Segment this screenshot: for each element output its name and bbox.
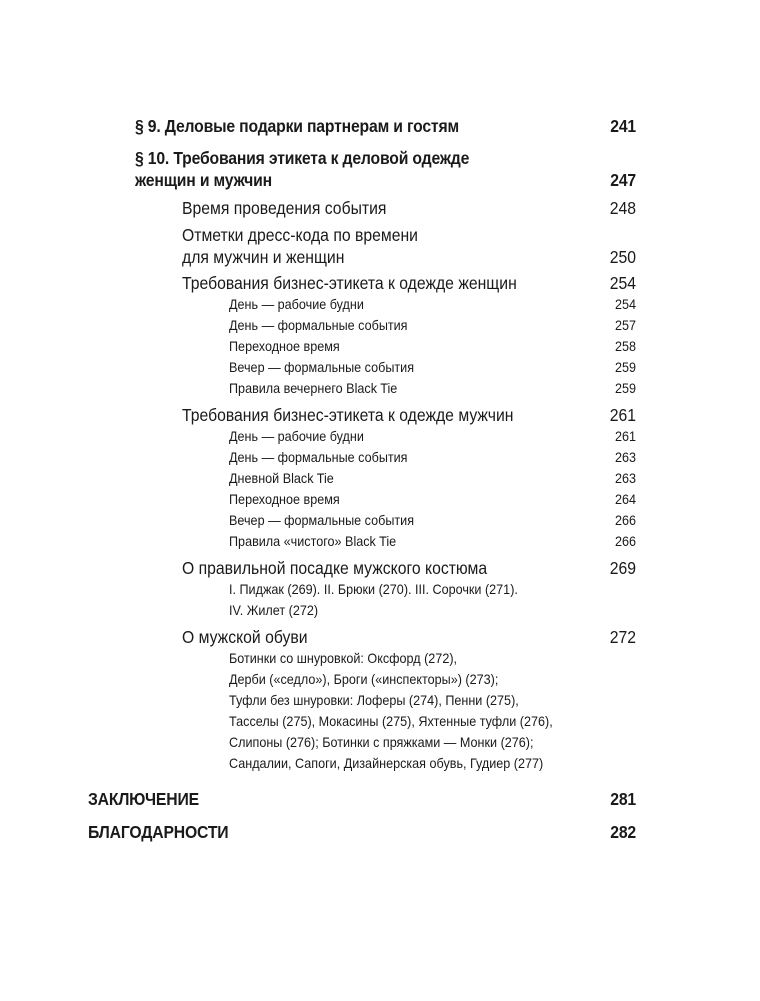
toc-shoes-line: Туфли без шнуровки: Лоферы (274), Пенни (275), [229,692,519,708]
toc-women-item: День — формальные события [229,317,408,333]
toc-section-10-page: 247 [610,170,636,190]
toc-women-item: Переходное время [229,338,340,354]
toc-shoes-line: Слипоны (276); Ботинки с пряжками — Монки (276); [229,734,534,750]
toc-women-item-page: 254 [614,296,636,312]
toc-suit-page: 269 [609,558,636,578]
toc-dress-title-line1: Отметки дресс-кода по времени [182,225,418,245]
toc-suit-title: О правильной посадке мужского костюма [182,558,488,578]
toc-men-item-page: 266 [614,512,636,528]
toc-women-title: Требования бизнес-этикета к одежде женщин [182,273,517,293]
toc-shoes-line: Дерби («седло»), Броги («инспекторы») (273); [229,671,499,687]
toc-suit-line: IV. Жилет (272) [229,602,319,618]
toc-shoes-title: О мужской обуви [182,627,308,647]
toc-men-item: День — рабочие будни [229,428,364,444]
toc-men-item-page: 266 [614,533,636,549]
toc-thanks-title: БЛАГОДАРНОСТИ [88,822,229,842]
toc-shoes-line: Ботинки со шнуровкой: Оксфорд (272), [229,650,458,666]
toc-men-item-page: 263 [614,449,636,465]
toc-women-item: Правила вечернего Black Tie [229,380,398,396]
toc-section-9-page: 241 [610,116,636,136]
toc-men-item-page: 263 [614,470,636,486]
toc-shoes-line: Тасселы (275), Мокасины (275), Яхтенные туфли (276), [229,713,553,729]
toc-suit-line: I. Пиджак (269). II. Брюки (270). III. Сорочки (271). [229,581,518,597]
toc-time-page: 248 [609,198,636,218]
toc-section-10-title-line2: женщин и мужчин [135,170,272,190]
toc-men-title: Требования бизнес-этикета к одежде мужчин [182,405,514,425]
toc-shoes-line: Сандалии, Сапоги, Дизайнерская обувь, Гудиер (277) [229,755,544,771]
toc-conclusion-title: ЗАКЛЮЧЕНИЕ [88,789,199,809]
toc-shoes-page: 272 [609,627,636,647]
toc-section-10-title-line1: § 10. Требования этикета к деловой одежде [135,148,470,168]
toc-women-page: 254 [609,273,636,293]
toc-women-item-page: 258 [614,338,636,354]
toc-men-item: Дневной Black Tie [229,470,334,486]
toc-men-item: Правила «чистого» Black Tie [229,533,397,549]
toc-men-item: День — формальные события [229,449,408,465]
toc-men-item: Вечер — формальные события [229,512,415,528]
toc-time-title: Время проведения события [182,198,387,218]
toc-women-item-page: 259 [614,380,636,396]
toc-dress-page: 250 [609,247,636,267]
toc-women-item: День — рабочие будни [229,296,364,312]
toc-men-item-page: 264 [614,491,636,507]
toc-dress-title-line2: для мужчин и женщин [182,247,345,267]
toc-women-item-page: 259 [614,359,636,375]
toc-men-page: 261 [609,405,636,425]
toc-conclusion-page: 281 [610,789,636,809]
toc-thanks-page: 282 [610,822,636,842]
toc-section-9-title: § 9. Деловые подарки партнерам и гостям [135,116,459,136]
toc-men-item-page: 261 [614,428,636,444]
toc-women-item: Вечер — формальные события [229,359,415,375]
toc-women-item-page: 257 [614,317,636,333]
toc-men-item: Переходное время [229,491,340,507]
